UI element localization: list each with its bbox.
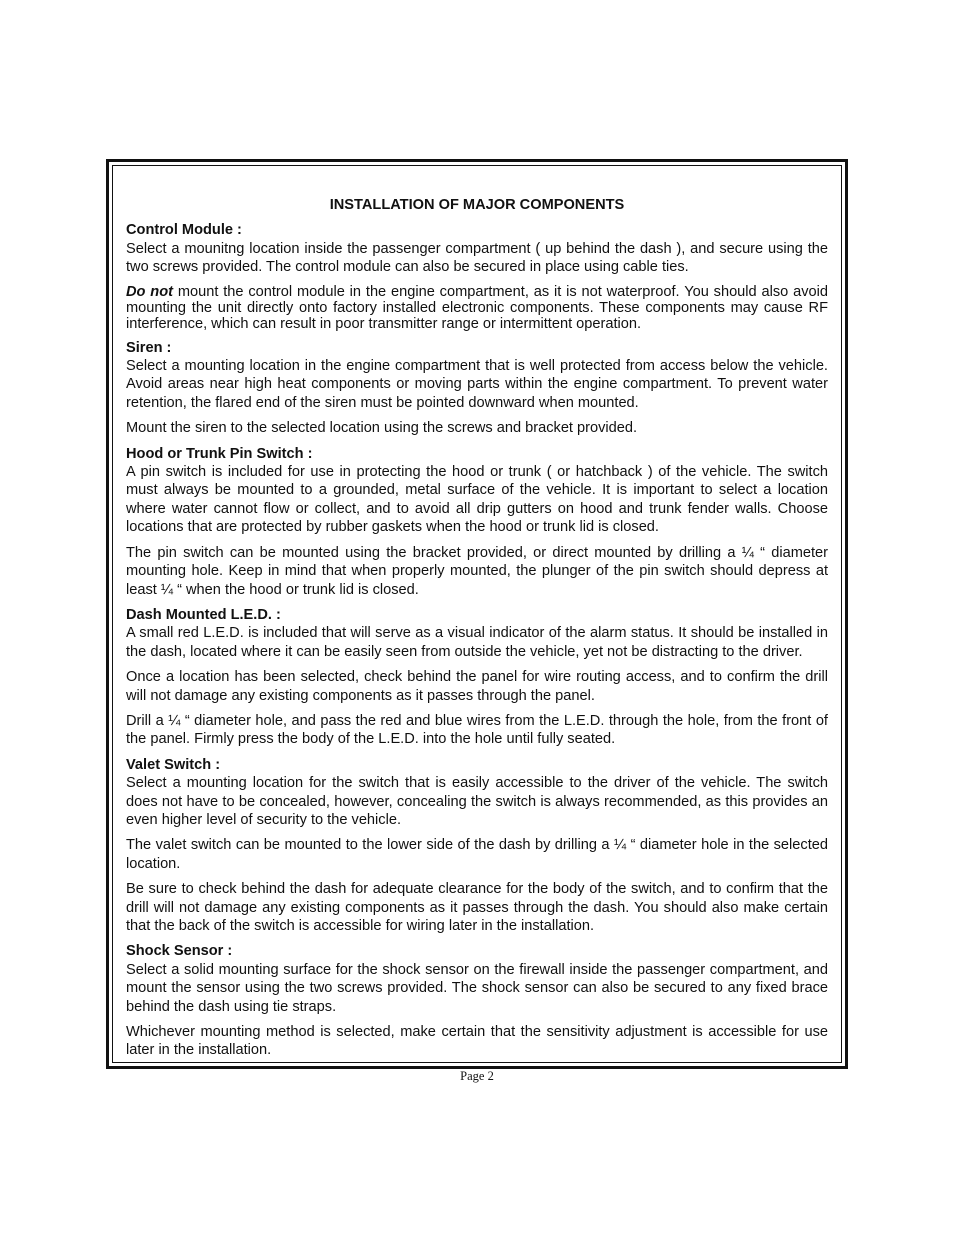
paragraph: Whichever mounting method is selected, make certain that the sensitivity adjustment is accessible for use later in the installation.	[126, 1024, 828, 1059]
paragraph: Mount the siren to the selected location using the screws and bracket provided.	[126, 420, 638, 437]
paragraph: Select a solid mounting surface for the shock sensor on the firewall inside the passenger compartment, and mount the sensor using the two screws provided. The shock sensor can also be secured to any fixed brace behind the dash using tie straps.	[126, 961, 828, 1015]
warning-emphasis: Do not	[126, 283, 173, 300]
paragraph: The pin switch can be mounted using the bracket provided, or direct mounted by drilling a ¼ “ diameter mounting hole. Keep in mind that when properly mounted, the plunger of the pin switch should depress at least ¼ “ when the hood or trunk lid is closed.	[126, 544, 828, 598]
section-heading-dash-led: Dash Mounted L.E.D. :	[126, 606, 281, 623]
warning-text: mount the control module in the engine compartment, as it is not waterproof. You should also avoid mounting the unit directly onto factory installed electronic components. These components may cause RF interference, which can result in poor transmitter range or intermittent operation.	[126, 283, 828, 332]
section-heading-pin-switch: Hood or Trunk Pin Switch :	[126, 445, 313, 462]
paragraph: Select a mounitng location inside the passenger compartment ( up behind the dash ), and secure using the two screws provided. The control module can also be secured in place using cable ties.	[126, 240, 828, 276]
section-heading-valet-switch: Valet Switch :	[126, 756, 221, 773]
section-heading-siren: Siren :	[126, 339, 172, 356]
paragraph: Be sure to check behind the dash for adequate clearance for the body of the switch, and to confirm that the drill will not damage any existing components as it passes through the dash. You should also make certain that the back of the switch is accessible for wiring later in the installation.	[126, 881, 828, 934]
section-heading-shock-sensor: Shock Sensor :	[126, 943, 233, 960]
paragraph: A small red L.E.D. is included that will serve as a visual indicator of the alarm status. It should be installed in the dash, located where it can be easily seen from outside the vehicle, yet not be distracting to the driver.	[126, 625, 828, 660]
warning-paragraph	[126, 284, 828, 332]
page-number: Page 2	[460, 1069, 494, 1083]
document-body	[126, 196, 828, 1067]
section-heading-control-module: Control Module :	[126, 222, 242, 239]
document-title: INSTALLATION OF MAJOR COMPONENTS	[329, 197, 625, 213]
paragraph: A pin switch is included for use in protecting the hood or trunk ( or hatchback ) of the vehicle. The switch must always be mounted to a grounded, metal surface of the vehicle. It is important to select a location where water cannot flow or collect, and to avoid all drip gutters on hood and trunk fender walls. Choose locations that are protected by rubber gaskets when the hood or trunk lid is closed.	[126, 464, 828, 536]
paragraph: Select a mounting location in the engine compartment that is well protected from access below the vehicle. Avoid areas near high heat components or moving parts within the engine compartment. To prevent water retention, the flared end of the siren must be pointed downward when mounted.	[126, 358, 828, 411]
paragraph: Once a location has been selected, check behind the panel for wire routing access, and to confirm the drill will not damage any existing components as it passes through the panel.	[126, 669, 828, 704]
paragraph: The valet switch can be mounted to the lower side of the dash by drilling a ¼ “ diameter hole in the selected location.	[126, 837, 828, 872]
paragraph: Select a mounting location for the switch that is easily accessible to the driver of the vehicle. The switch does not have to be concealed, however, concealing the switch is always recommended, as this provides an even higher level of security to the vehicle.	[126, 775, 828, 828]
paragraph: Drill a ¼ “ diameter hole, and pass the red and blue wires from the L.E.D. through the hole, from the front of the panel. Firmly press the body of the L.E.D. into the hole until fully seated.	[126, 712, 828, 748]
